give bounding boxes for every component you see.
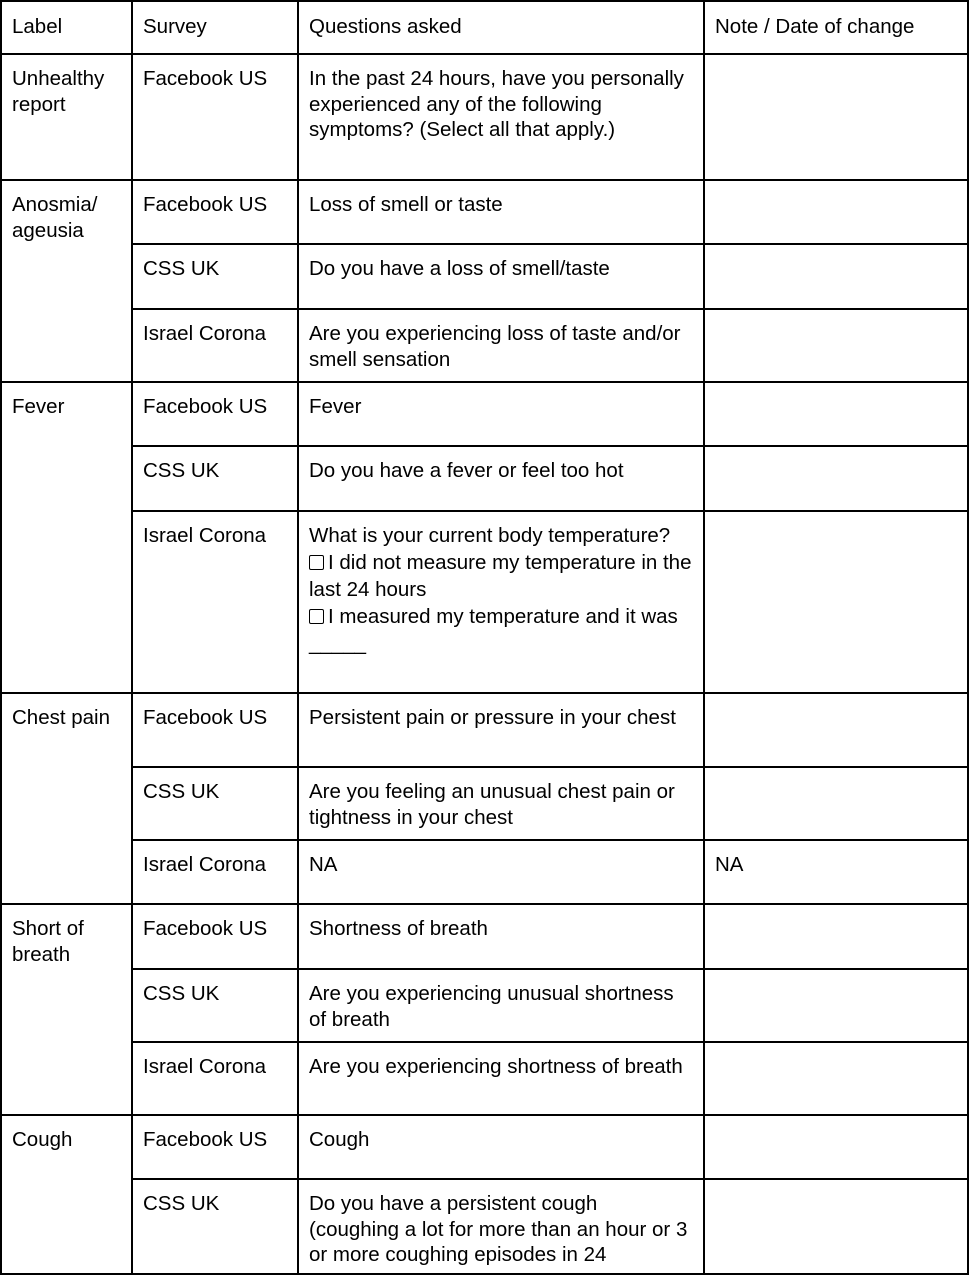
- symptom-label: Unhealthy report: [1, 54, 132, 180]
- survey-cell: CSS UK: [132, 244, 298, 309]
- table-row: [1, 693, 968, 767]
- survey-cell: CSS UK: [132, 969, 298, 1042]
- header-label: Label: [1, 1, 132, 54]
- question-cell: In the past 24 hours, have you personally experienced any of the following symptoms? (Select all that apply.): [298, 54, 704, 180]
- survey-cell: CSS UK: [132, 767, 298, 840]
- note-cell: [704, 693, 968, 767]
- table-row: [1, 1179, 968, 1274]
- survey-cell: Israel Corona: [132, 309, 298, 382]
- question-text: What is your current body temperature?: [309, 524, 671, 547]
- note-cell: [704, 382, 968, 446]
- survey-cell: Israel Corona: [132, 1042, 298, 1115]
- note-cell: NA: [704, 840, 968, 904]
- table-row: [1, 244, 968, 309]
- question-cell: Are you experiencing shortness of breath: [298, 1042, 704, 1115]
- question-cell: Do you have a persistent cough (coughing a lot for more than an hour or 3 or more coughing episodes in 24: [298, 1179, 704, 1274]
- survey-cell: CSS UK: [132, 446, 298, 511]
- option-label: I measured my temperature and it was _____: [309, 604, 678, 655]
- question-cell: Do you have a loss of smell/taste: [298, 244, 704, 309]
- question-cell: Are you experiencing unusual shortness of breath: [298, 969, 704, 1042]
- note-cell: [704, 904, 968, 969]
- table-row: [1, 511, 968, 693]
- survey-cell: Facebook US: [132, 54, 298, 180]
- symptom-label: Chest pain: [1, 693, 132, 904]
- symptom-label: Short of breath: [1, 904, 132, 1115]
- question-cell: Shortness of breath: [298, 904, 704, 969]
- table-row: [1, 54, 968, 180]
- note-cell: [704, 969, 968, 1042]
- header-note: Note / Date of change: [704, 1, 968, 54]
- note-cell: [704, 1179, 968, 1274]
- question-cell: Persistent pain or pressure in your chest: [298, 693, 704, 767]
- table-header-row: [1, 1, 968, 54]
- note-cell: [704, 244, 968, 309]
- note-cell: [704, 54, 968, 180]
- note-cell: [704, 1042, 968, 1115]
- note-cell: [704, 1115, 968, 1179]
- table-row: [1, 904, 968, 969]
- symptom-label: Cough: [1, 1115, 132, 1274]
- option-label: I did not measure my temperature in the last 24 hours: [309, 550, 692, 601]
- header-survey: Survey: [132, 1, 298, 54]
- survey-cell: Israel Corona: [132, 511, 298, 693]
- table-row: [1, 840, 968, 904]
- option-item: [309, 603, 693, 657]
- survey-cell: Facebook US: [132, 1115, 298, 1179]
- table-row: [1, 969, 968, 1042]
- table-row: [1, 309, 968, 382]
- survey-cell: CSS UK: [132, 1179, 298, 1274]
- note-cell: [704, 446, 968, 511]
- question-cell: NA: [298, 840, 704, 904]
- note-cell: [704, 767, 968, 840]
- survey-cell: Facebook US: [132, 382, 298, 446]
- checkbox-icon: [309, 609, 324, 624]
- survey-cell: Israel Corona: [132, 840, 298, 904]
- question-cell: Fever: [298, 382, 704, 446]
- survey-cell: Facebook US: [132, 693, 298, 767]
- symptom-label: Fever: [1, 382, 132, 693]
- note-cell: [704, 511, 968, 693]
- question-cell: Are you feeling an unusual chest pain or tightness in your chest: [298, 767, 704, 840]
- question-cell: Cough: [298, 1115, 704, 1179]
- table-row: [1, 767, 968, 840]
- survey-cell: Facebook US: [132, 180, 298, 244]
- note-cell: [704, 309, 968, 382]
- symptom-label: Anosmia/ ageusia: [1, 180, 132, 382]
- question-cell: Do you have a fever or feel too hot: [298, 446, 704, 511]
- question-cell: [298, 511, 704, 693]
- table-row: [1, 1042, 968, 1115]
- question-cell: Are you experiencing loss of taste and/or smell sensation: [298, 309, 704, 382]
- table-row: [1, 180, 968, 244]
- checkbox-icon: [309, 555, 324, 570]
- question-cell: Loss of smell or taste: [298, 180, 704, 244]
- header-questions: Questions asked: [298, 1, 704, 54]
- survey-cell: Facebook US: [132, 904, 298, 969]
- table-row: [1, 382, 968, 446]
- table-row: [1, 446, 968, 511]
- table-row: [1, 1115, 968, 1179]
- option-item: [309, 549, 693, 603]
- note-cell: [704, 180, 968, 244]
